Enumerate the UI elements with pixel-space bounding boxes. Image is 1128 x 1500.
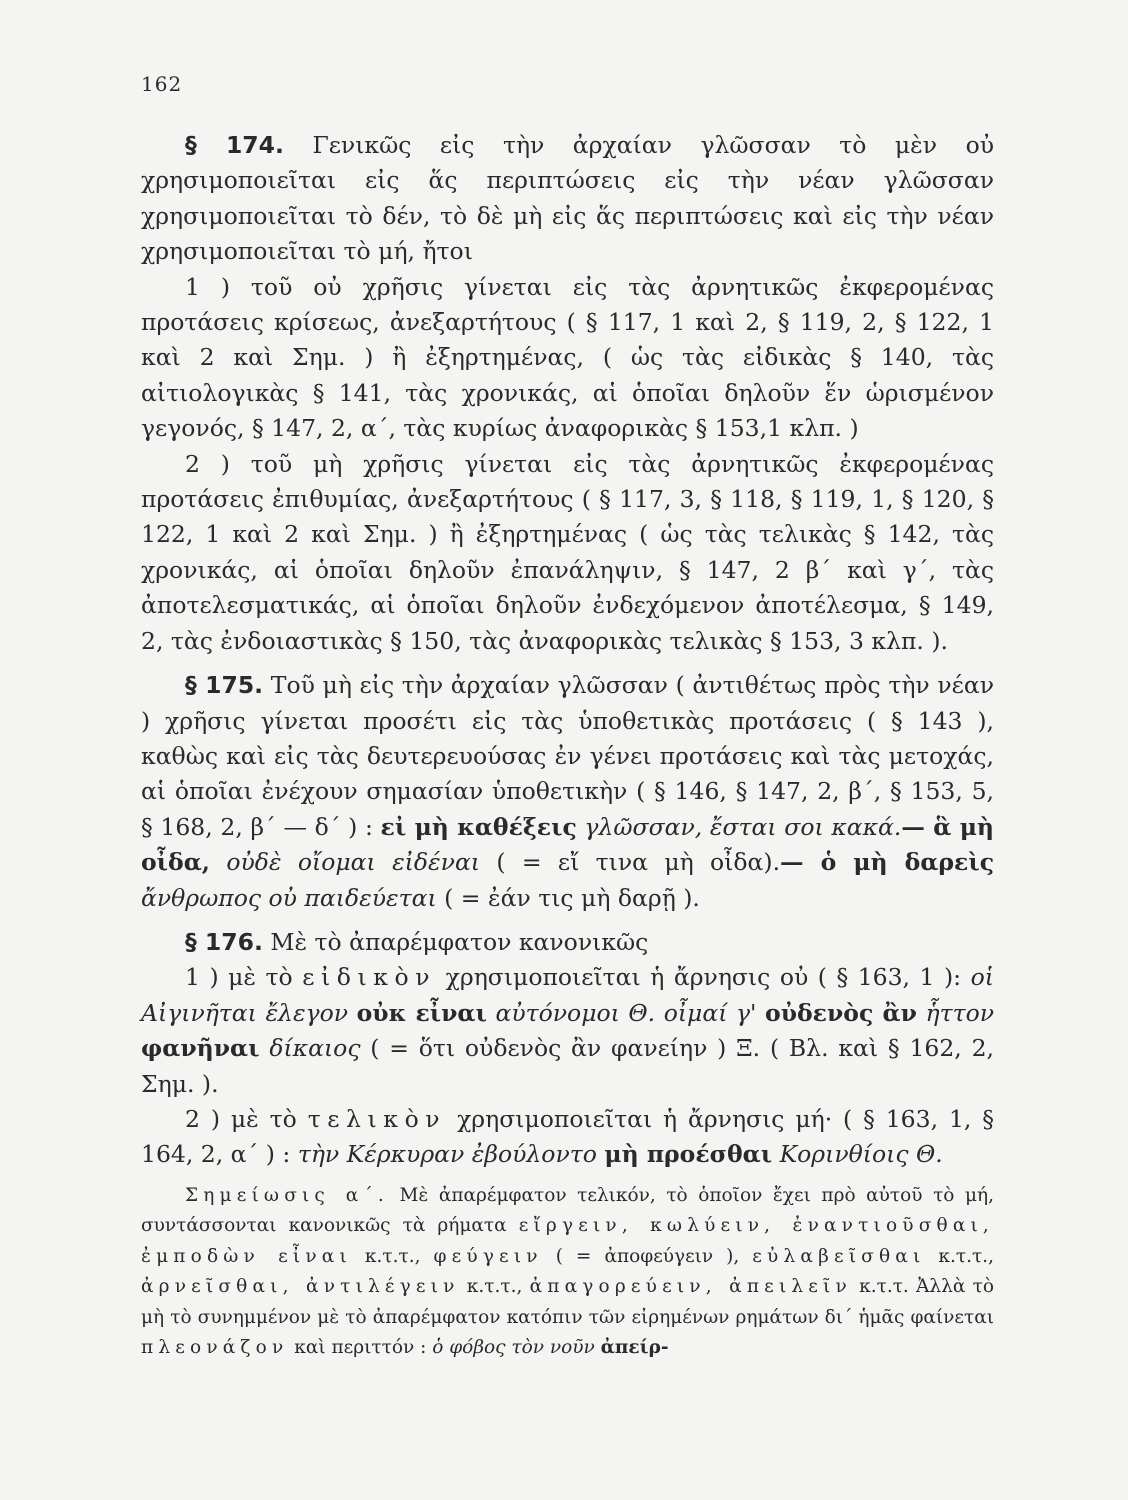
- example-bold: μὴ προέσθαι: [604, 1140, 773, 1169]
- example-bold: οὐκ εἶναι: [356, 998, 487, 1027]
- example-bold: εἰ μὴ καθέξεις: [380, 812, 577, 841]
- example-italic: δίκαιος: [269, 1034, 361, 1063]
- text: ( = ὅτι οὐδενὸς ἂν φανείην ) Ξ. ( Βλ. καὶ § 162, 2, Σημ. ).: [141, 1034, 994, 1098]
- note-label: Σημείωσις α΄.: [185, 1184, 389, 1206]
- text: Μὲ ἀπαρέμφατον τελικόν, τὸ ὁποῖον ἔχει πρὸ αὐτοῦ τὸ μή, συντάσσονται κανονικῶς τὰ ρήματα: [141, 1184, 994, 1237]
- example-bold: φανῆναι: [141, 1034, 260, 1063]
- note-a: [141, 1181, 994, 1364]
- section-174-item-1: 1 ) τοῦ οὐ χρῆσις γίνεται εἰς τὰς ἀρνητικῶς ἐκφερομένας προτάσεις κρίσεως, ἀνεξαρτήτους ( § 117, 1 καὶ 2, § 119, 2, § 122, 1 καὶ 2 καὶ Σημ. ) ἢ ἐξηρτημένας, ( ὡς τὰς εἰδικὰς § 140, τὰς αἰτιολογικὰς § 141, τὰς χρονικάς, αἱ ὁποῖαι δηλοῦν ἕν ὡρισμένον γεγονός, § 147, 2, α΄, τὰς κυρίως ἀναφορικὰς § 153,1 κλπ. ): [141, 272, 994, 443]
- spaced-term: τελικὸν: [307, 1104, 447, 1133]
- section-174-item-2: 2 ) τοῦ μὴ χρῆσις γίνεται εἰς τὰς ἀρνητικῶς ἐκφερομένας προτάσεις ἐπιθυμίας, ἀνεξαρτήτους ( § 117, 3, § 118, § 119, 1, § 120, § 122, 1 καὶ 2 καὶ Σημ. ) ἢ ἐξηρτημένας ( ὡς τὰς τελικὰς § 142, τὰς χρονικάς, αἱ ὁποῖαι δηλοῦν ἐπανάληψιν, § 147, 2 β΄ καὶ γ΄, τὰς ἀποτελεσματικάς, αἱ ὁποῖαι δηλοῦν ἐνδεχόμενον ἀποτέλεσμα, § 149, 2, τὰς ἐνδοιαστικὰς § 150, τὰς ἀναφορικὰς τελικὰς § 153, 3 κλπ. ).: [141, 449, 994, 655]
- example-gloss: ( = εἴ τινα μὴ οἶδα).: [496, 848, 781, 877]
- page-number: 162: [141, 72, 183, 96]
- example-italic: οἶμαί γ': [663, 998, 757, 1027]
- section-175: [141, 659, 994, 916]
- example-bold: ἀπείρ-: [600, 1337, 669, 1359]
- example-italic: ἧττον: [925, 998, 994, 1027]
- section-176-item-1: [141, 960, 994, 1102]
- example-italic: γλῶσσαν, ἔσται σοι κακά.: [584, 812, 902, 841]
- spaced-term: πλεονάζον: [141, 1337, 289, 1359]
- example-bold: οὐδενὸς ἂν: [765, 998, 917, 1027]
- section-176-item-2: [141, 1102, 994, 1173]
- text: κ.τ.τ.,: [364, 1245, 421, 1267]
- text: χρησιμοποιεῖται ἡ ἄρνησις μή· ( § 163, 1, § 164, 2, α΄ ) :: [141, 1104, 994, 1169]
- example-gloss: ( = ἐάν τις μὴ δαρῇ ).: [444, 883, 700, 912]
- text: καὶ περιττόν :: [294, 1337, 427, 1359]
- spaced-term: εἰδικὸν: [302, 963, 437, 992]
- example-italic: αὐτόνομοι Θ.: [495, 998, 656, 1027]
- section-text: Μὲ τὸ ἀπαρέμφατον κανονικῶς: [270, 927, 649, 956]
- example-italic: τὴν Κέρκυραν ἐβούλοντο: [297, 1140, 597, 1169]
- example-italic: Κορινθίοις Θ.: [779, 1140, 943, 1169]
- example-italic: ἄνθρωπος οὐ παιδεύεται: [141, 883, 437, 912]
- spaced-term: ἀπαγορεύειν, ἀπειλεῖν: [529, 1276, 852, 1298]
- text: ( = ἀποφεύγειν ),: [555, 1245, 740, 1267]
- example-italic: οἱ Αἰγινῆται ἔλεγον: [141, 963, 994, 1027]
- example-bold: — ὁ μὴ δαρεὶς: [780, 848, 994, 877]
- section-number: § 174.: [185, 131, 284, 159]
- page-body: [141, 128, 994, 1364]
- section-number: § 176.: [185, 927, 263, 956]
- section-text: Τοῦ μὴ εἰς τὴν ἀρχαίαν γλῶσσαν ( ἀντιθέτως πρὸς τὴν νέαν ) χρῆσις γίνεται προσέτι εἰς τὰς ὑποθετικὰς προτάσεις ( § 143 ), καθὼς καὶ εἰς τὰς δευτερευούσας ἐν γένει προτάσεις καὶ τὰς μετοχάς, αἱ ὁποῖαι ἐνέχουν σημασίαν ὑποθετικὴν ( § 146, § 147, 2, β΄, § 153, 5, § 168, 2, β΄ — δ΄ ) :: [141, 671, 994, 841]
- text: 1 ) μὲ τὸ: [185, 963, 293, 992]
- section-174-intro: [141, 128, 994, 270]
- text: 2 ) μὲ τὸ: [185, 1104, 297, 1133]
- text: κ.τ.τ.,: [466, 1276, 523, 1298]
- example-italic: ὁ φόβος τὸν νοῦν: [432, 1337, 595, 1359]
- section-text: Γενικῶς εἰς τὴν ἀρχαίαν γλῶσσαν τὸ μὲν οὐ χρησιμοποιεῖται εἰς ἅς περιπτώσεις εἰς τὴν νέαν γλῶσσαν χρησιμοποιεῖται τὸ δέν, τὸ δὲ μὴ εἰς ἅς περιπτώσεις καὶ εἰς τὴν νέαν χρησιμοποιεῖται τὸ μή, ἤτοι: [141, 131, 994, 266]
- spaced-term: φεύγειν: [433, 1245, 543, 1267]
- spaced-term: εὐλαβεῖσθαι: [752, 1245, 926, 1267]
- spaced-term: εἴργειν, κωλύειν, ἐναντιοῦσθαι, ἐμποδὼν εἶναι: [141, 1215, 994, 1267]
- example-italic: οὐδὲ οἴομαι εἰδέναι: [226, 848, 481, 877]
- text: κ.τ.τ.,: [938, 1245, 994, 1267]
- section-176-heading: [141, 916, 994, 960]
- text: χρησιμοποιεῖται ἡ ἄρνησις οὐ ( § 163, 1 ):: [445, 963, 962, 992]
- section-number: § 175.: [185, 671, 264, 700]
- text: κ.τ.τ. Ἀλλὰ τὸ μὴ τὸ συνημμένον μὲ τὸ ἀπαρέμφατον κατόπιν τῶν εἰρημένων ρημάτων δι΄ ἡμᾶς φαίνεται: [141, 1276, 994, 1328]
- spaced-term: ἀρνεῖσθαι, ἀντιλέγειν: [141, 1276, 460, 1298]
- example-bold: — ἃ μὴ οἶδα,: [141, 812, 994, 877]
